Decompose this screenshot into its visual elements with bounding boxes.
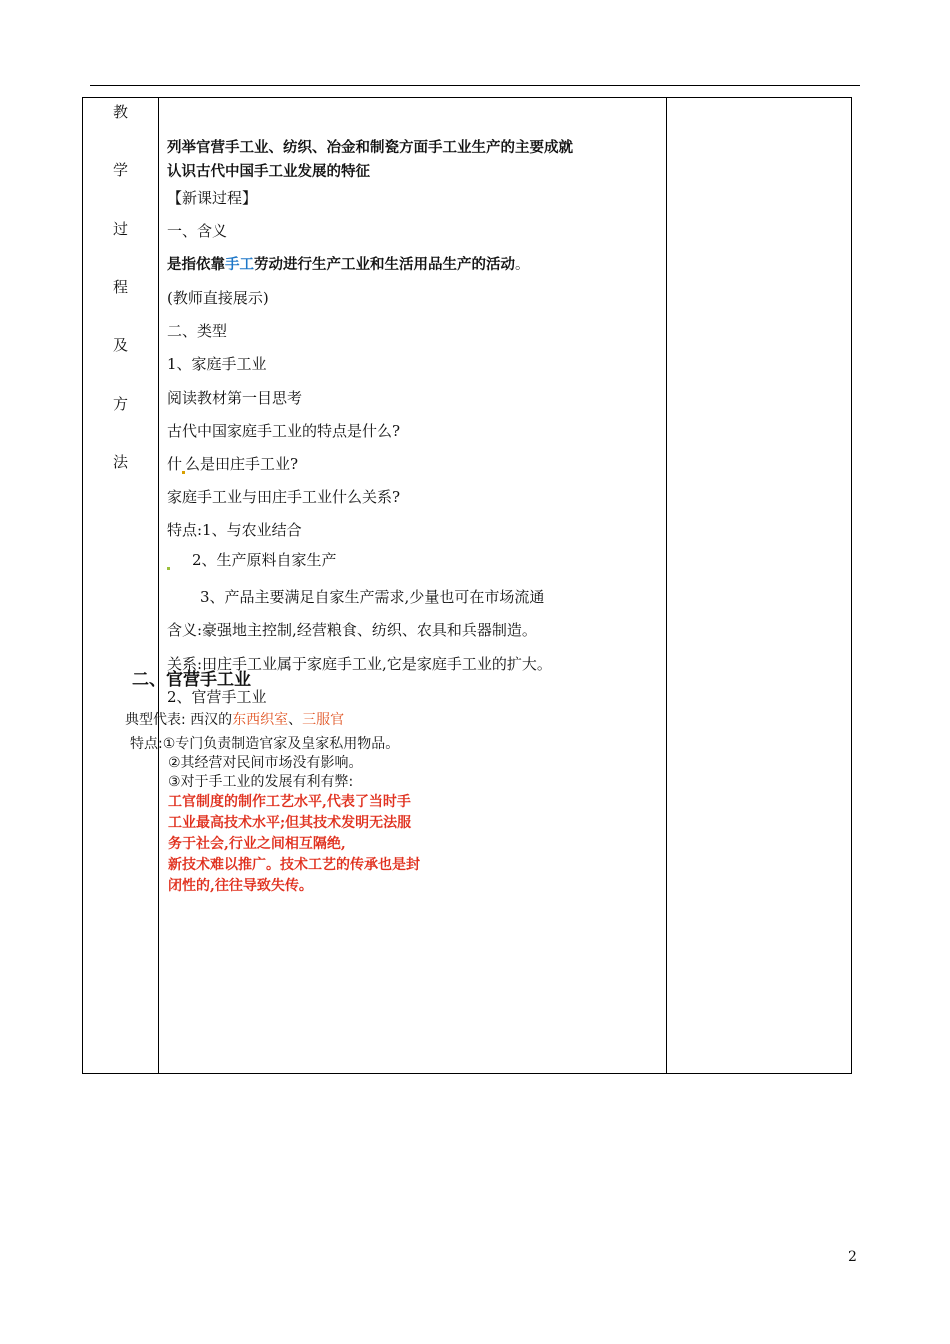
- heading-meaning: 一、含义: [167, 222, 228, 240]
- subheading-official: 2、官营手工业: [167, 688, 267, 706]
- page-number: 2: [848, 1249, 857, 1265]
- row-label-char: 过: [112, 220, 128, 238]
- row-label-char: 学: [112, 161, 128, 179]
- estate-meaning: 含义:豪强地主控制,经营粮食、纺织、农具和兵器制造。: [167, 621, 537, 639]
- definition: 是指依靠手工劳动进行生产工业和生活用品生产的活动。: [167, 257, 530, 273]
- question: 什 么是田庄手工业?: [167, 455, 299, 473]
- highlight-term: 手工: [225, 257, 254, 273]
- embedded-slide: [120, 660, 520, 960]
- slide-annotation: 务于社会,行业之间相互隔绝,: [168, 836, 346, 852]
- relation: 关系:田庄手工业属于家庭手工业,它是家庭手工业的扩大。: [167, 655, 552, 673]
- section-heading: 【新课过程】: [167, 189, 258, 207]
- feature-item: 3、产品主要满足自家生产需求,少量也可在市场流通: [200, 588, 545, 606]
- column-divider-right: [666, 98, 667, 1073]
- teacher-note: (教师直接展示): [167, 289, 269, 307]
- learning-goal: 认识古代中国手工业发展的特征: [167, 164, 370, 180]
- row-label-char: 法: [112, 453, 128, 471]
- question: 古代中国家庭手工业的特点是什么?: [167, 422, 401, 440]
- heading-types: 二、类型: [167, 322, 228, 340]
- slide-annotation: 工官制度的制作工艺水平,代表了当时手: [168, 794, 411, 810]
- ink-mark: [167, 567, 170, 570]
- slide-feature: ②其经营对民间市场没有影响。: [168, 755, 363, 771]
- slide-annotation: 工业最高技术水平;但其技术发明无法服: [168, 815, 412, 831]
- feature-item: 特点:1、与农业结合: [167, 521, 302, 539]
- row-label-char: 及: [112, 336, 128, 354]
- slide-feature: ③对于手工业的发展有利有弊:: [168, 774, 354, 790]
- slide-title: 二、官营手工业: [132, 670, 251, 690]
- subheading-household: 1、家庭手工业: [167, 355, 267, 373]
- row-label-char: 程: [112, 278, 128, 296]
- reading-prompt: 阅读教材第一目思考: [167, 389, 303, 407]
- question: 家庭手工业与田庄手工业什么关系?: [167, 488, 401, 506]
- slide-annotation: 新技术难以推广。技术工艺的传承也是封: [168, 857, 420, 873]
- row-label-char: 方: [112, 395, 128, 413]
- header-rule: [90, 85, 860, 86]
- slide-representative: 典型代表: 西汉的东西织室、三服官: [125, 712, 345, 728]
- feature-item: 2、生产原料自家生产: [167, 550, 337, 570]
- slide-annotation: 闭性的,往往导致失传。: [168, 878, 313, 894]
- learning-goal: 列举官营手工业、纺织、冶金和制瓷方面手工业生产的主要成就: [167, 140, 573, 156]
- slide-feature: 特点:①专门负责制造官家及皇家私用物品。: [130, 736, 400, 752]
- row-label-char: 教: [112, 103, 128, 121]
